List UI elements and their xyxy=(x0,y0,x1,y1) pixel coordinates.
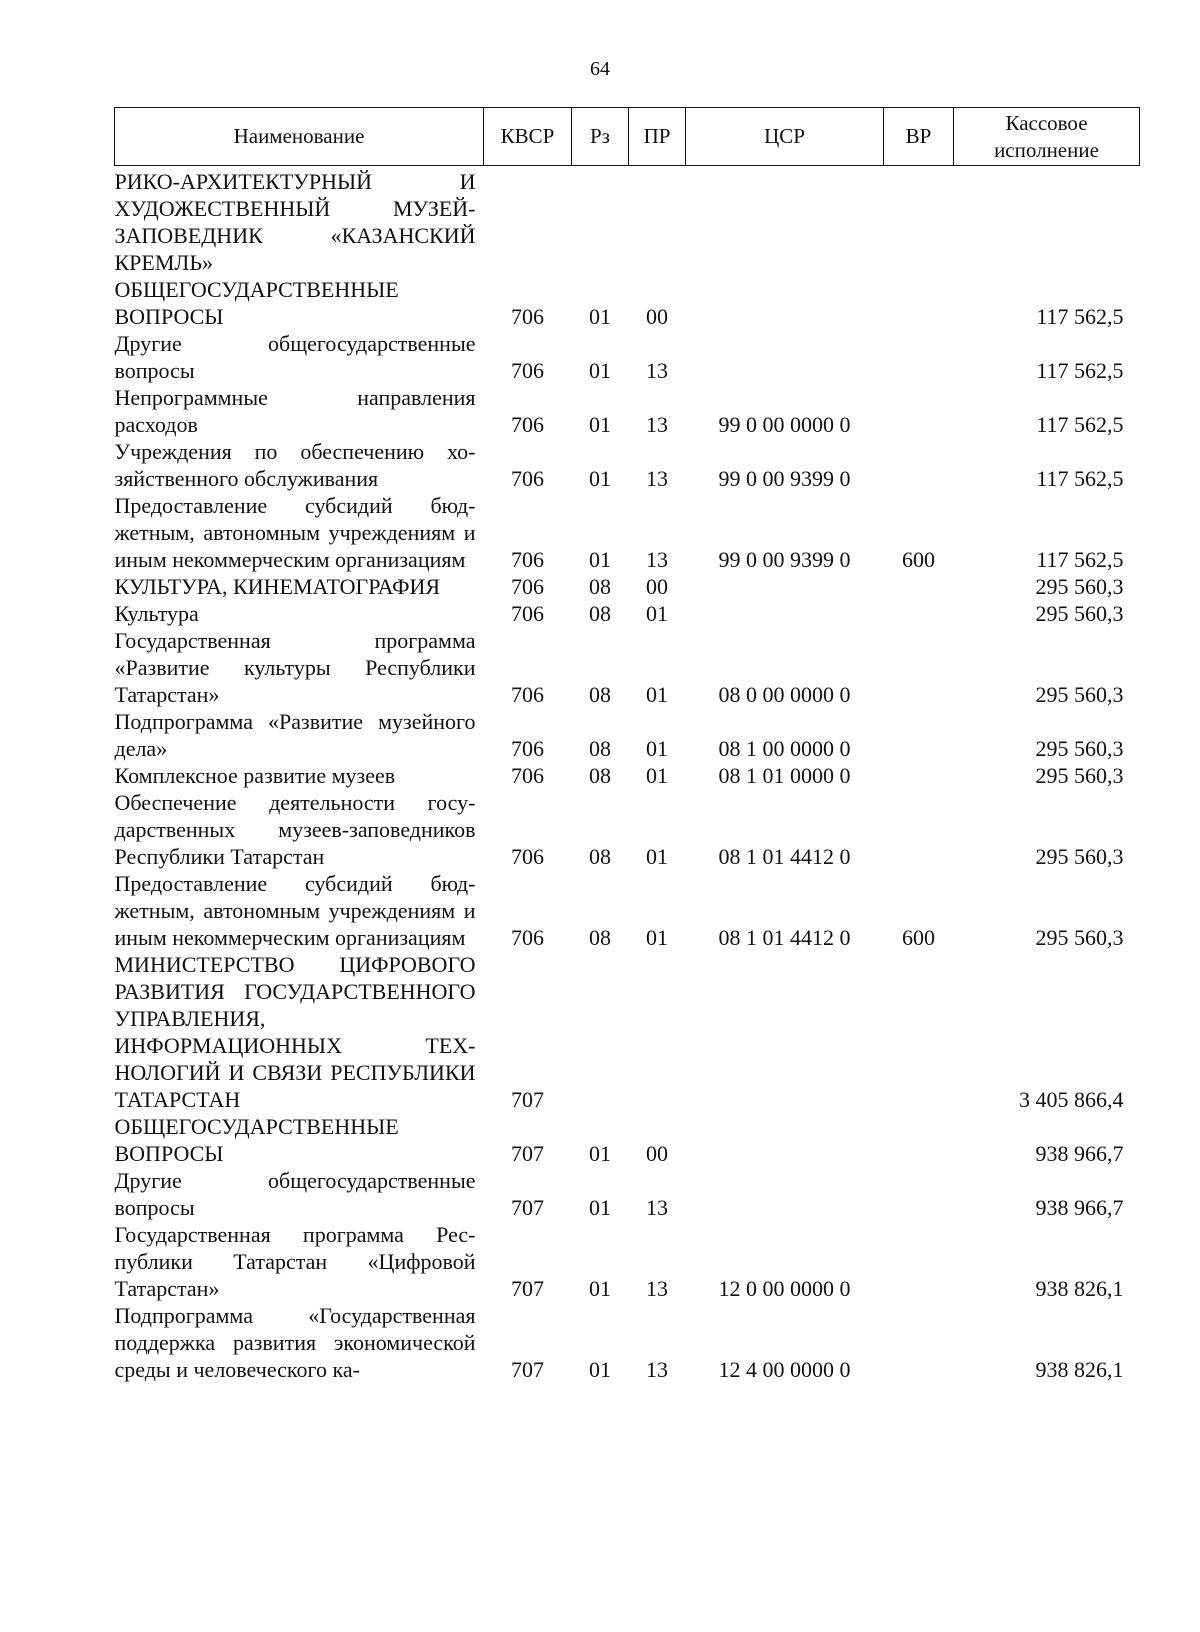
row-csr: 99 0 00 9399 0 xyxy=(718,547,851,572)
row-name: Подпрограмма «Развитие музейного дела» xyxy=(114,709,476,761)
table-row xyxy=(115,276,1140,330)
row-pr: 00 xyxy=(646,304,668,329)
row-kvsr: 706 xyxy=(511,547,544,572)
row-sum: 117 562,5 xyxy=(1036,466,1124,491)
row-vr xyxy=(884,762,954,789)
row-pr: 13 xyxy=(646,412,668,437)
row-kvsr: 706 xyxy=(511,574,544,599)
row-sum: 295 560,3 xyxy=(1035,736,1124,761)
row-kvsr: 707 xyxy=(511,1141,544,1166)
row-csr xyxy=(686,1167,884,1221)
row-kvsr: 707 xyxy=(511,1087,544,1112)
row-vr xyxy=(884,573,954,600)
row-pr: 13 xyxy=(646,1357,668,1382)
row-rz: 08 xyxy=(589,601,611,626)
row-csr: 99 0 00 9399 0 xyxy=(718,466,851,491)
row-csr: 12 0 00 0000 0 xyxy=(718,1276,851,1301)
row-rz: 01 xyxy=(589,547,611,572)
row-rz: 01 xyxy=(589,412,611,437)
row-csr: 08 1 01 4412 0 xyxy=(718,844,851,869)
table-row xyxy=(115,573,1140,600)
row-sum: 117 562,5 xyxy=(1036,304,1124,329)
table-row xyxy=(115,600,1140,627)
row-name: Подпрограмма «Государственная поддержка развития экономической среды и человеческого ка- xyxy=(114,1303,476,1382)
row-csr xyxy=(686,951,884,1113)
table-row xyxy=(115,330,1140,384)
row-rz: 01 xyxy=(589,1141,611,1166)
row-pr: 01 xyxy=(646,763,668,788)
row-vr xyxy=(884,1221,954,1302)
row-name: Государственная программа Республики Татарстан «Цифровой Татарстан» xyxy=(114,1222,476,1301)
row-csr: 99 0 00 0000 0 xyxy=(718,412,851,437)
row-name: Предоставление субсидий бюджетным, автономным учреждениям и иным некоммерческим организациям xyxy=(114,493,476,572)
row-rz: 01 xyxy=(589,1195,611,1220)
row-vr xyxy=(884,166,954,277)
table-row xyxy=(115,762,1140,789)
row-name: Другие общегосударственные вопросы xyxy=(114,1168,476,1220)
row-kvsr: 706 xyxy=(511,682,544,707)
row-name: Обеспечение деятельности государственных музеев-заповедников Республики Татарстан xyxy=(114,790,476,869)
page-number: 64 xyxy=(590,58,610,80)
row-pr: 13 xyxy=(646,1276,668,1301)
row-csr xyxy=(686,1113,884,1167)
table-row xyxy=(115,708,1140,762)
row-name: Комплексное развитие музеев xyxy=(114,763,396,788)
header-name: Наименование xyxy=(115,108,484,166)
table-row xyxy=(115,789,1140,870)
row-csr: 08 1 01 4412 0 xyxy=(718,925,851,950)
row-vr xyxy=(884,1302,954,1383)
row-csr: 12 4 00 0000 0 xyxy=(718,1357,851,1382)
row-sum: 938 826,1 xyxy=(1035,1357,1124,1382)
table-row xyxy=(115,1167,1140,1221)
row-rz: 08 xyxy=(589,574,611,599)
table-body xyxy=(115,166,1140,1384)
table-row xyxy=(115,492,1140,573)
table-header-row xyxy=(115,108,1140,166)
table-row xyxy=(115,1113,1140,1167)
row-csr xyxy=(686,573,884,600)
row-pr: 01 xyxy=(646,844,668,869)
row-vr: 600 xyxy=(902,925,935,950)
row-name: Предоставление субсидий бюджетным, автономным учреждениям и иным некоммерческим организациям xyxy=(114,871,476,950)
table-row xyxy=(115,166,1140,277)
row-sum: 295 560,3 xyxy=(1035,763,1124,788)
row-rz: 08 xyxy=(589,682,611,707)
row-sum: 295 560,3 xyxy=(1035,844,1124,869)
row-kvsr: 706 xyxy=(511,601,544,626)
row-kvsr: 706 xyxy=(511,304,544,329)
row-pr: 13 xyxy=(646,547,668,572)
row-kvsr: 707 xyxy=(511,1195,544,1220)
row-kvsr: 707 xyxy=(511,1357,544,1382)
row-kvsr: 706 xyxy=(511,412,544,437)
row-kvsr xyxy=(484,166,572,277)
row-vr xyxy=(884,708,954,762)
row-rz: 08 xyxy=(589,736,611,761)
row-sum: 938 826,1 xyxy=(1035,1276,1124,1301)
row-name: ОБЩЕГОСУДАРСТВЕННЫЕ ВОПРОСЫ xyxy=(114,277,399,329)
row-csr xyxy=(686,166,884,277)
row-csr xyxy=(686,276,884,330)
row-pr: 13 xyxy=(646,358,668,383)
header-pr: ПР xyxy=(629,108,686,166)
table-row xyxy=(115,384,1140,438)
row-kvsr: 706 xyxy=(511,358,544,383)
row-sum: 938 966,7 xyxy=(1035,1141,1124,1166)
row-vr xyxy=(884,951,954,1113)
row-csr: 08 0 00 0000 0 xyxy=(718,682,851,707)
row-sum: 117 562,5 xyxy=(1036,358,1124,383)
row-sum xyxy=(954,166,1140,277)
row-rz xyxy=(572,951,629,1113)
row-csr xyxy=(686,330,884,384)
header-kvsr: КВСР xyxy=(484,108,572,166)
row-vr xyxy=(884,330,954,384)
row-sum: 117 562,5 xyxy=(1036,547,1124,572)
header-rz: Рз xyxy=(572,108,629,166)
row-vr xyxy=(884,1167,954,1221)
row-vr xyxy=(884,627,954,708)
row-pr: 01 xyxy=(646,601,668,626)
row-rz: 08 xyxy=(589,925,611,950)
row-pr: 00 xyxy=(646,1141,668,1166)
row-kvsr: 706 xyxy=(511,844,544,869)
row-vr xyxy=(884,600,954,627)
header-vr: ВР xyxy=(884,108,954,166)
row-kvsr: 706 xyxy=(511,466,544,491)
row-csr xyxy=(686,600,884,627)
budget-table xyxy=(114,107,1140,1383)
table-row xyxy=(115,438,1140,492)
row-vr xyxy=(884,789,954,870)
row-pr xyxy=(629,166,686,277)
table-row xyxy=(115,870,1140,951)
row-kvsr: 706 xyxy=(511,763,544,788)
row-sum: 295 560,3 xyxy=(1035,601,1124,626)
row-rz: 01 xyxy=(589,304,611,329)
row-sum: 295 560,3 xyxy=(1035,682,1124,707)
header-csr: ЦСР xyxy=(686,108,884,166)
row-pr: 13 xyxy=(646,466,668,491)
table-row xyxy=(115,951,1140,1113)
row-vr xyxy=(884,384,954,438)
table-row xyxy=(115,627,1140,708)
row-pr: 01 xyxy=(646,736,668,761)
row-name: КУЛЬТУРА, КИНЕМАТОГРАФИЯ xyxy=(114,574,441,599)
row-name: Другие общегосударственные вопросы xyxy=(114,331,476,383)
row-sum: 295 560,3 xyxy=(1035,925,1124,950)
row-name: Культура xyxy=(114,601,199,626)
row-rz: 01 xyxy=(589,466,611,491)
row-sum: 3 405 866,4 xyxy=(1019,1087,1124,1112)
row-pr: 13 xyxy=(646,1195,668,1220)
table-row xyxy=(115,1302,1140,1383)
row-vr xyxy=(884,276,954,330)
row-sum: 938 966,7 xyxy=(1035,1195,1124,1220)
row-name: РИКО-АРХИТЕКТУРНЫЙ И ХУДОЖЕСТВЕННЫЙ МУЗЕЙ-ЗАПОВЕДНИК «КАЗАНСКИЙ КРЕМЛЬ» xyxy=(114,169,476,275)
row-rz: 01 xyxy=(589,1276,611,1301)
row-pr xyxy=(629,951,686,1113)
row-vr xyxy=(884,438,954,492)
row-pr: 01 xyxy=(646,925,668,950)
row-rz: 01 xyxy=(589,358,611,383)
row-pr: 00 xyxy=(646,574,668,599)
row-rz: 08 xyxy=(589,844,611,869)
row-vr xyxy=(884,1113,954,1167)
row-rz xyxy=(572,166,629,277)
row-vr: 600 xyxy=(902,547,935,572)
row-rz: 08 xyxy=(589,763,611,788)
row-name: ОБЩЕГОСУДАРСТВЕННЫЕ ВОПРОСЫ xyxy=(114,1114,399,1166)
row-rz: 01 xyxy=(589,1357,611,1382)
table-row xyxy=(115,1221,1140,1302)
row-csr: 08 1 01 0000 0 xyxy=(718,763,851,788)
row-sum: 295 560,3 xyxy=(1035,574,1124,599)
row-name: МИНИСТЕРСТВО ЦИФРОВОГО РАЗВИТИЯ ГОСУДАРСТВЕННОГО УПРАВЛЕНИЯ, ИНФОРМАЦИОННЫХ ТЕХНОЛОГИЙ И СВЯЗИ РЕСПУБЛИКИ ТАТАРСТАН xyxy=(114,952,476,1112)
row-pr: 01 xyxy=(646,682,668,707)
row-kvsr: 706 xyxy=(511,925,544,950)
header-sum: Кассовое исполнение xyxy=(954,108,1140,166)
row-sum: 117 562,5 xyxy=(1036,412,1124,437)
row-name: Государственная программа «Развитие культуры Республики Татарстан» xyxy=(114,628,476,707)
row-kvsr: 706 xyxy=(511,736,544,761)
row-name: Непрограммные направления расходов xyxy=(114,385,476,437)
row-name: Учреждения по обеспечению хозяйственного обслуживания xyxy=(114,439,476,491)
row-kvsr: 707 xyxy=(511,1276,544,1301)
row-csr: 08 1 00 0000 0 xyxy=(718,736,851,761)
